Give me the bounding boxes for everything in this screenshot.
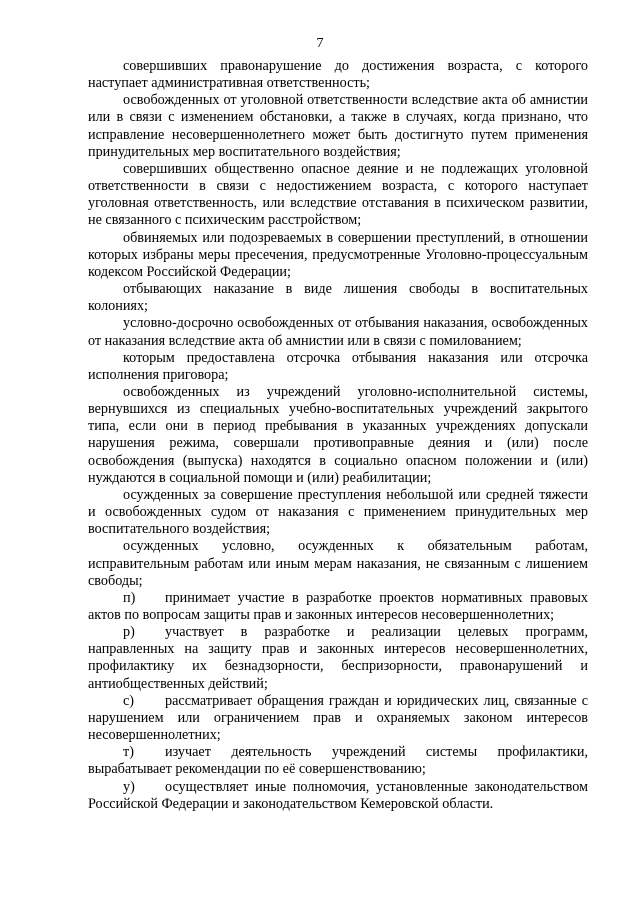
list-paragraph: освобожденных от уголовной ответственности вследствие акта об амнистии или в связи с изменением обстановки, а также в случаях, когда признано, что исправление несовершеннолетнего может быть достигнуто путем применения принудительных мер воспитательного воздействия; xyxy=(88,92,588,160)
list-paragraph: осужденных условно, осужденных к обязательным работам, исправительным работам или иным мерам наказания, не связанным с лишением свободы; xyxy=(88,538,588,589)
list-paragraph: которым предоставлена отсрочка отбывания наказания или отсрочка исполнения приговора; xyxy=(88,349,588,383)
page-number: 7 xyxy=(316,36,324,51)
list-paragraph: условно-досрочно освобожденных от отбывания наказания, освобожденных от наказания вследствие акта об амнистии или в связи с помилованием; xyxy=(88,315,588,349)
item-text: участвует в разработке и реализации целевых программ, направленных на защиту прав и законных интересов несовершеннолетних, профилактику их безнадзорности, беспризорности, правонарушений и антиобщественных действий; xyxy=(88,624,588,692)
item-marker: п) xyxy=(123,589,136,606)
list-paragraph: совершивших общественно опасное деяние и не подлежащих уголовной ответственности в связи с недостижением возраста, с которого наступает уголовная ответственность, или вследствие отставания в психическом развитии, не связанного с психическим расстройством; xyxy=(88,160,588,229)
item-text: изучает деятельность учреждений системы профилактики, вырабатывает рекомендации по её совершенствованию; xyxy=(88,744,588,778)
item-marker: р) xyxy=(123,624,135,641)
numbered-item-u xyxy=(88,779,588,813)
item-text: рассматривает обращения граждан и юридических лиц, связанные с нарушением или ограничением прав и охраняемых законом интересов несовершеннолетних; xyxy=(88,692,588,744)
item-text: осуществляет иные полномочия, установленные законодательством Российской Федерации и законодательством Кемеровской области. xyxy=(88,778,588,812)
list-paragraph: осужденных за совершение преступления небольшой или средней тяжести и освобожденных судом от наказания с применением принудительных мер воспитательного воздействия; xyxy=(88,486,588,538)
item-text: принимает участие в разработке проектов нормативных правовых актов по вопросам защиты прав и законных интересов несовершеннолетних; xyxy=(88,589,588,623)
list-paragraph: совершивших правонарушение до достижения возраста, с которого наступает административная ответственность; xyxy=(88,58,588,92)
numbered-item-p xyxy=(88,590,588,624)
item-marker: у) xyxy=(123,778,135,795)
numbered-item-s xyxy=(88,693,588,744)
item-marker: с) xyxy=(123,692,135,709)
list-paragraph: обвиняемых или подозреваемых в совершении преступлений, в отношении которых избраны меры пресечения, предусмотренные Уголовно-процессуальным кодексом Российской Федерации; xyxy=(88,229,588,280)
numbered-item-r xyxy=(88,624,588,693)
numbered-item-t xyxy=(88,744,588,778)
document-body xyxy=(88,58,588,813)
list-paragraph: освобожденных из учреждений уголовно-исполнительной системы, вернувшихся из специальных учебно-воспитательных учреждений закрытого типа, если они в период пребывания в указанных учреждениях допускали нарушения режима, совершали противоправные деяния и (или) после освобождения (выпуска) находятся в социально опасном положении и (или) нуждаются в социальной помощи и (или) реабилитации; xyxy=(88,383,588,486)
list-paragraph: отбывающих наказание в виде лишения свободы в воспитательных колониях; xyxy=(88,281,588,315)
item-marker: т) xyxy=(123,744,134,761)
